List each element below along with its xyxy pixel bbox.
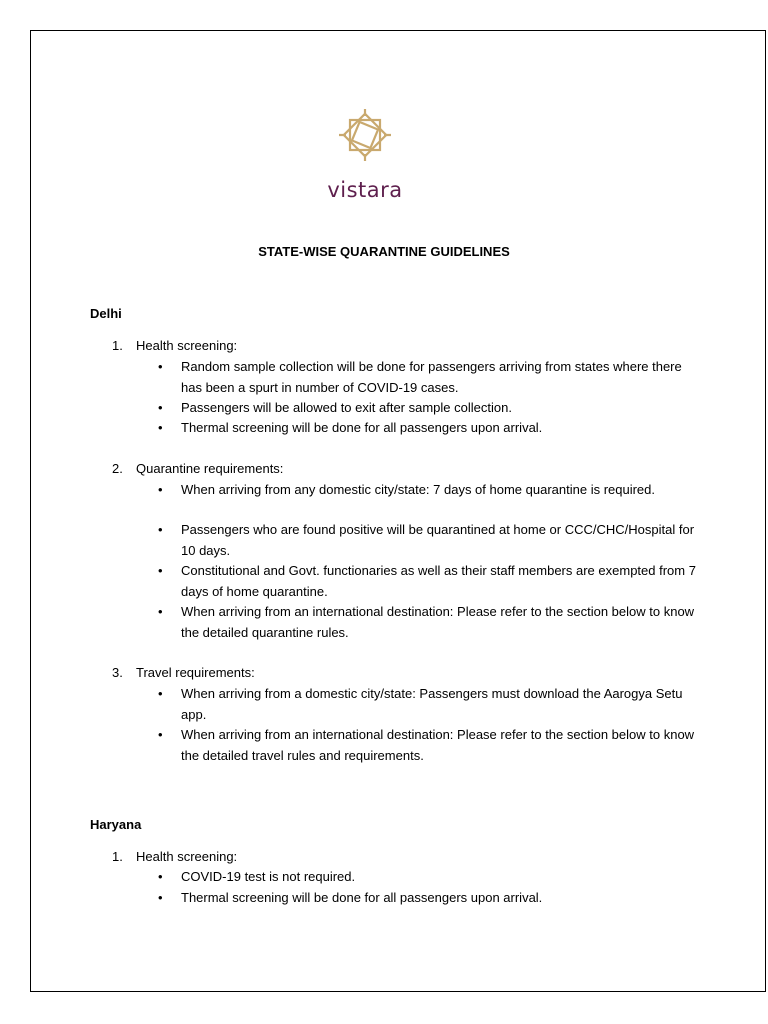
- list-item: • When arriving from an international destination: Please refer to the section below to know the detailed quarantine rules.: [158, 604, 695, 640]
- list-item: • Thermal screening will be done for all passengers upon arrival.: [158, 418, 698, 439]
- bullet-icon: •: [158, 890, 163, 905]
- list-item: • When arriving from an international destination: Please refer to the section below to know the detailed travel rules and requirements.: [158, 727, 695, 763]
- vistara-wordmark: vistara: [327, 178, 403, 202]
- section-number: 1.: [112, 338, 123, 353]
- bullet-icon: •: [158, 686, 163, 701]
- bullet-icon: •: [158, 359, 163, 374]
- bullet-icon: •: [158, 727, 163, 742]
- bullet-icon: •: [158, 604, 163, 619]
- list-item: • When arriving from a domestic city/state: Passengers must download the Aarogya Setu app.: [158, 686, 683, 722]
- section-number: 3.: [112, 665, 123, 680]
- list-item: • Passengers will be allowed to exit after sample collection.: [158, 398, 698, 419]
- document-title: STATE-WISE QUARANTINE GUIDELINES: [258, 244, 510, 259]
- bullet-icon: •: [158, 869, 163, 884]
- list-item: • Random sample collection will be done for passengers arriving from states where there has been a spurt in number of COVID-19 cases.: [158, 359, 682, 395]
- section-title: Health screening:: [136, 849, 238, 864]
- section-heading: [112, 847, 237, 867]
- section-title: Quarantine requirements:: [136, 461, 284, 476]
- list-item: • Thermal screening will be done for all passengers upon arrival.: [158, 888, 698, 909]
- section-number: 2.: [112, 461, 123, 476]
- state-heading-delhi: Delhi: [90, 306, 122, 321]
- section-heading: [112, 459, 283, 479]
- section-number: 1.: [112, 849, 123, 864]
- list-item: • COVID-19 test is not required.: [158, 867, 698, 888]
- bullet-icon: •: [158, 400, 163, 415]
- bullet-icon: •: [158, 522, 163, 537]
- section-title: Health screening:: [136, 338, 238, 353]
- bullet-icon: •: [158, 482, 163, 497]
- list-item: • Constitutional and Govt. functionaries as well as their staff members are exempted from 7 days of home quarantine.: [158, 563, 696, 599]
- bullet-icon: •: [158, 563, 163, 578]
- bullet-icon: •: [158, 420, 163, 435]
- list-item: • When arriving from any domestic city/state: 7 days of home quarantine is required.: [158, 480, 698, 501]
- state-heading-haryana: Haryana: [90, 817, 142, 832]
- list-item: • Passengers who are found positive will be quarantined at home or CCC/CHC/Hospital for 10 days.: [158, 522, 695, 558]
- section-heading: [112, 336, 237, 356]
- section-title: Travel requirements:: [136, 665, 255, 680]
- section-heading: [112, 663, 255, 683]
